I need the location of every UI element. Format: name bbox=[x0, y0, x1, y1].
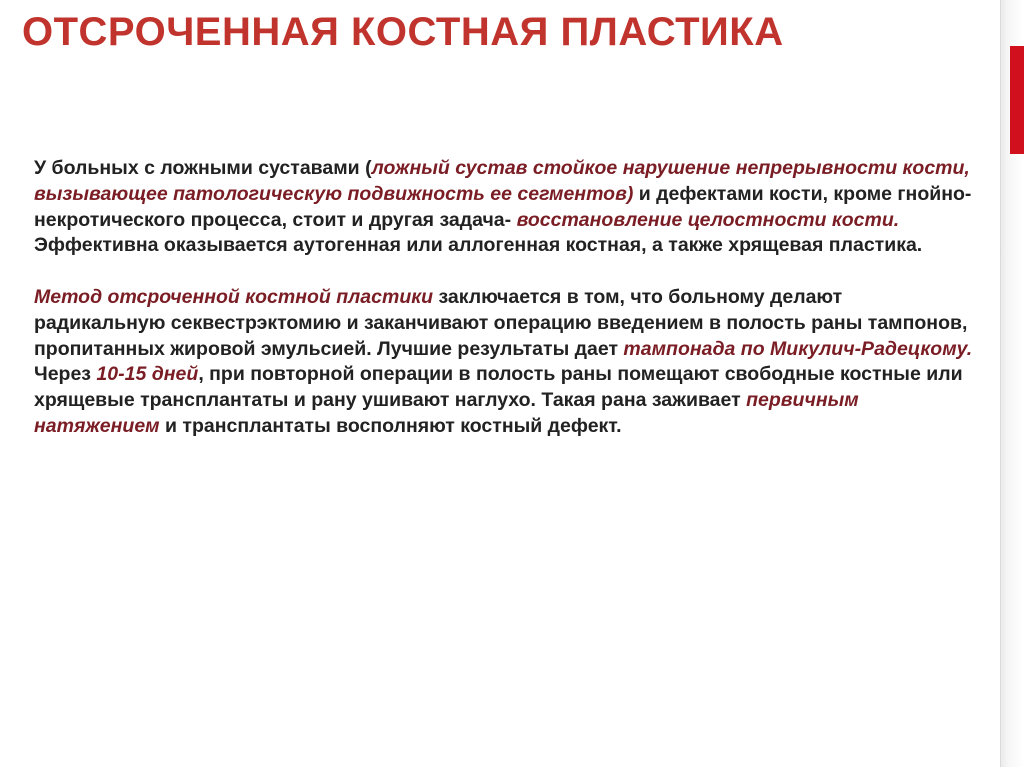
text-segment: и дефектами кости, кроме гнойно-некротического процесса, стоит и другая задача- bbox=[34, 182, 972, 231]
slide-title: ОТСРОЧЕННАЯ КОСТНАЯ ПЛАСТИКА bbox=[22, 10, 784, 54]
emphasis-days: 10-15 дней bbox=[96, 363, 199, 386]
page-edge bbox=[1000, 0, 1001, 767]
accent-bar bbox=[1010, 46, 1024, 154]
emphasis-goal: восстановление целостности кости. bbox=[516, 208, 900, 231]
text-segment: , при повторной операции в полость раны помещают свободные костные или хрящевые трансплантаты и рану ушивают наглухо. Такая рана заживает bbox=[34, 363, 963, 412]
text-segment: заключается в том, что больному делают радикальную секвестрэктомию и заканчивают операцию введением в полость раны тампонов, пропитанных жировой эмульсией. Лучшие результаты дает bbox=[34, 285, 968, 360]
text-segment: Через bbox=[34, 363, 97, 386]
emphasis-healing: первичным натяжением bbox=[34, 389, 859, 437]
emphasis-method-name: Метод отсроченной костной пластики bbox=[34, 285, 434, 308]
paragraph-false-joints bbox=[34, 156, 974, 259]
text-segment: У больных с ложными суставами ( bbox=[34, 157, 372, 179]
text-segment: Эффективна оказывается аутогенная или аллогенная костная, а также хрящевая пластика. bbox=[34, 234, 923, 257]
slide-body bbox=[34, 156, 974, 440]
emphasis-tamponade: тампонада по Микулич-Радецкому. bbox=[623, 337, 973, 360]
emphasis-definition: ложный сустав стойкое нарушение непрерывности кости, вызывающее патологическую подвижность ее сегментов) bbox=[34, 157, 970, 205]
paragraph-method bbox=[34, 285, 974, 440]
text-segment: и трансплантаты восполняют костный дефект. bbox=[159, 414, 622, 437]
